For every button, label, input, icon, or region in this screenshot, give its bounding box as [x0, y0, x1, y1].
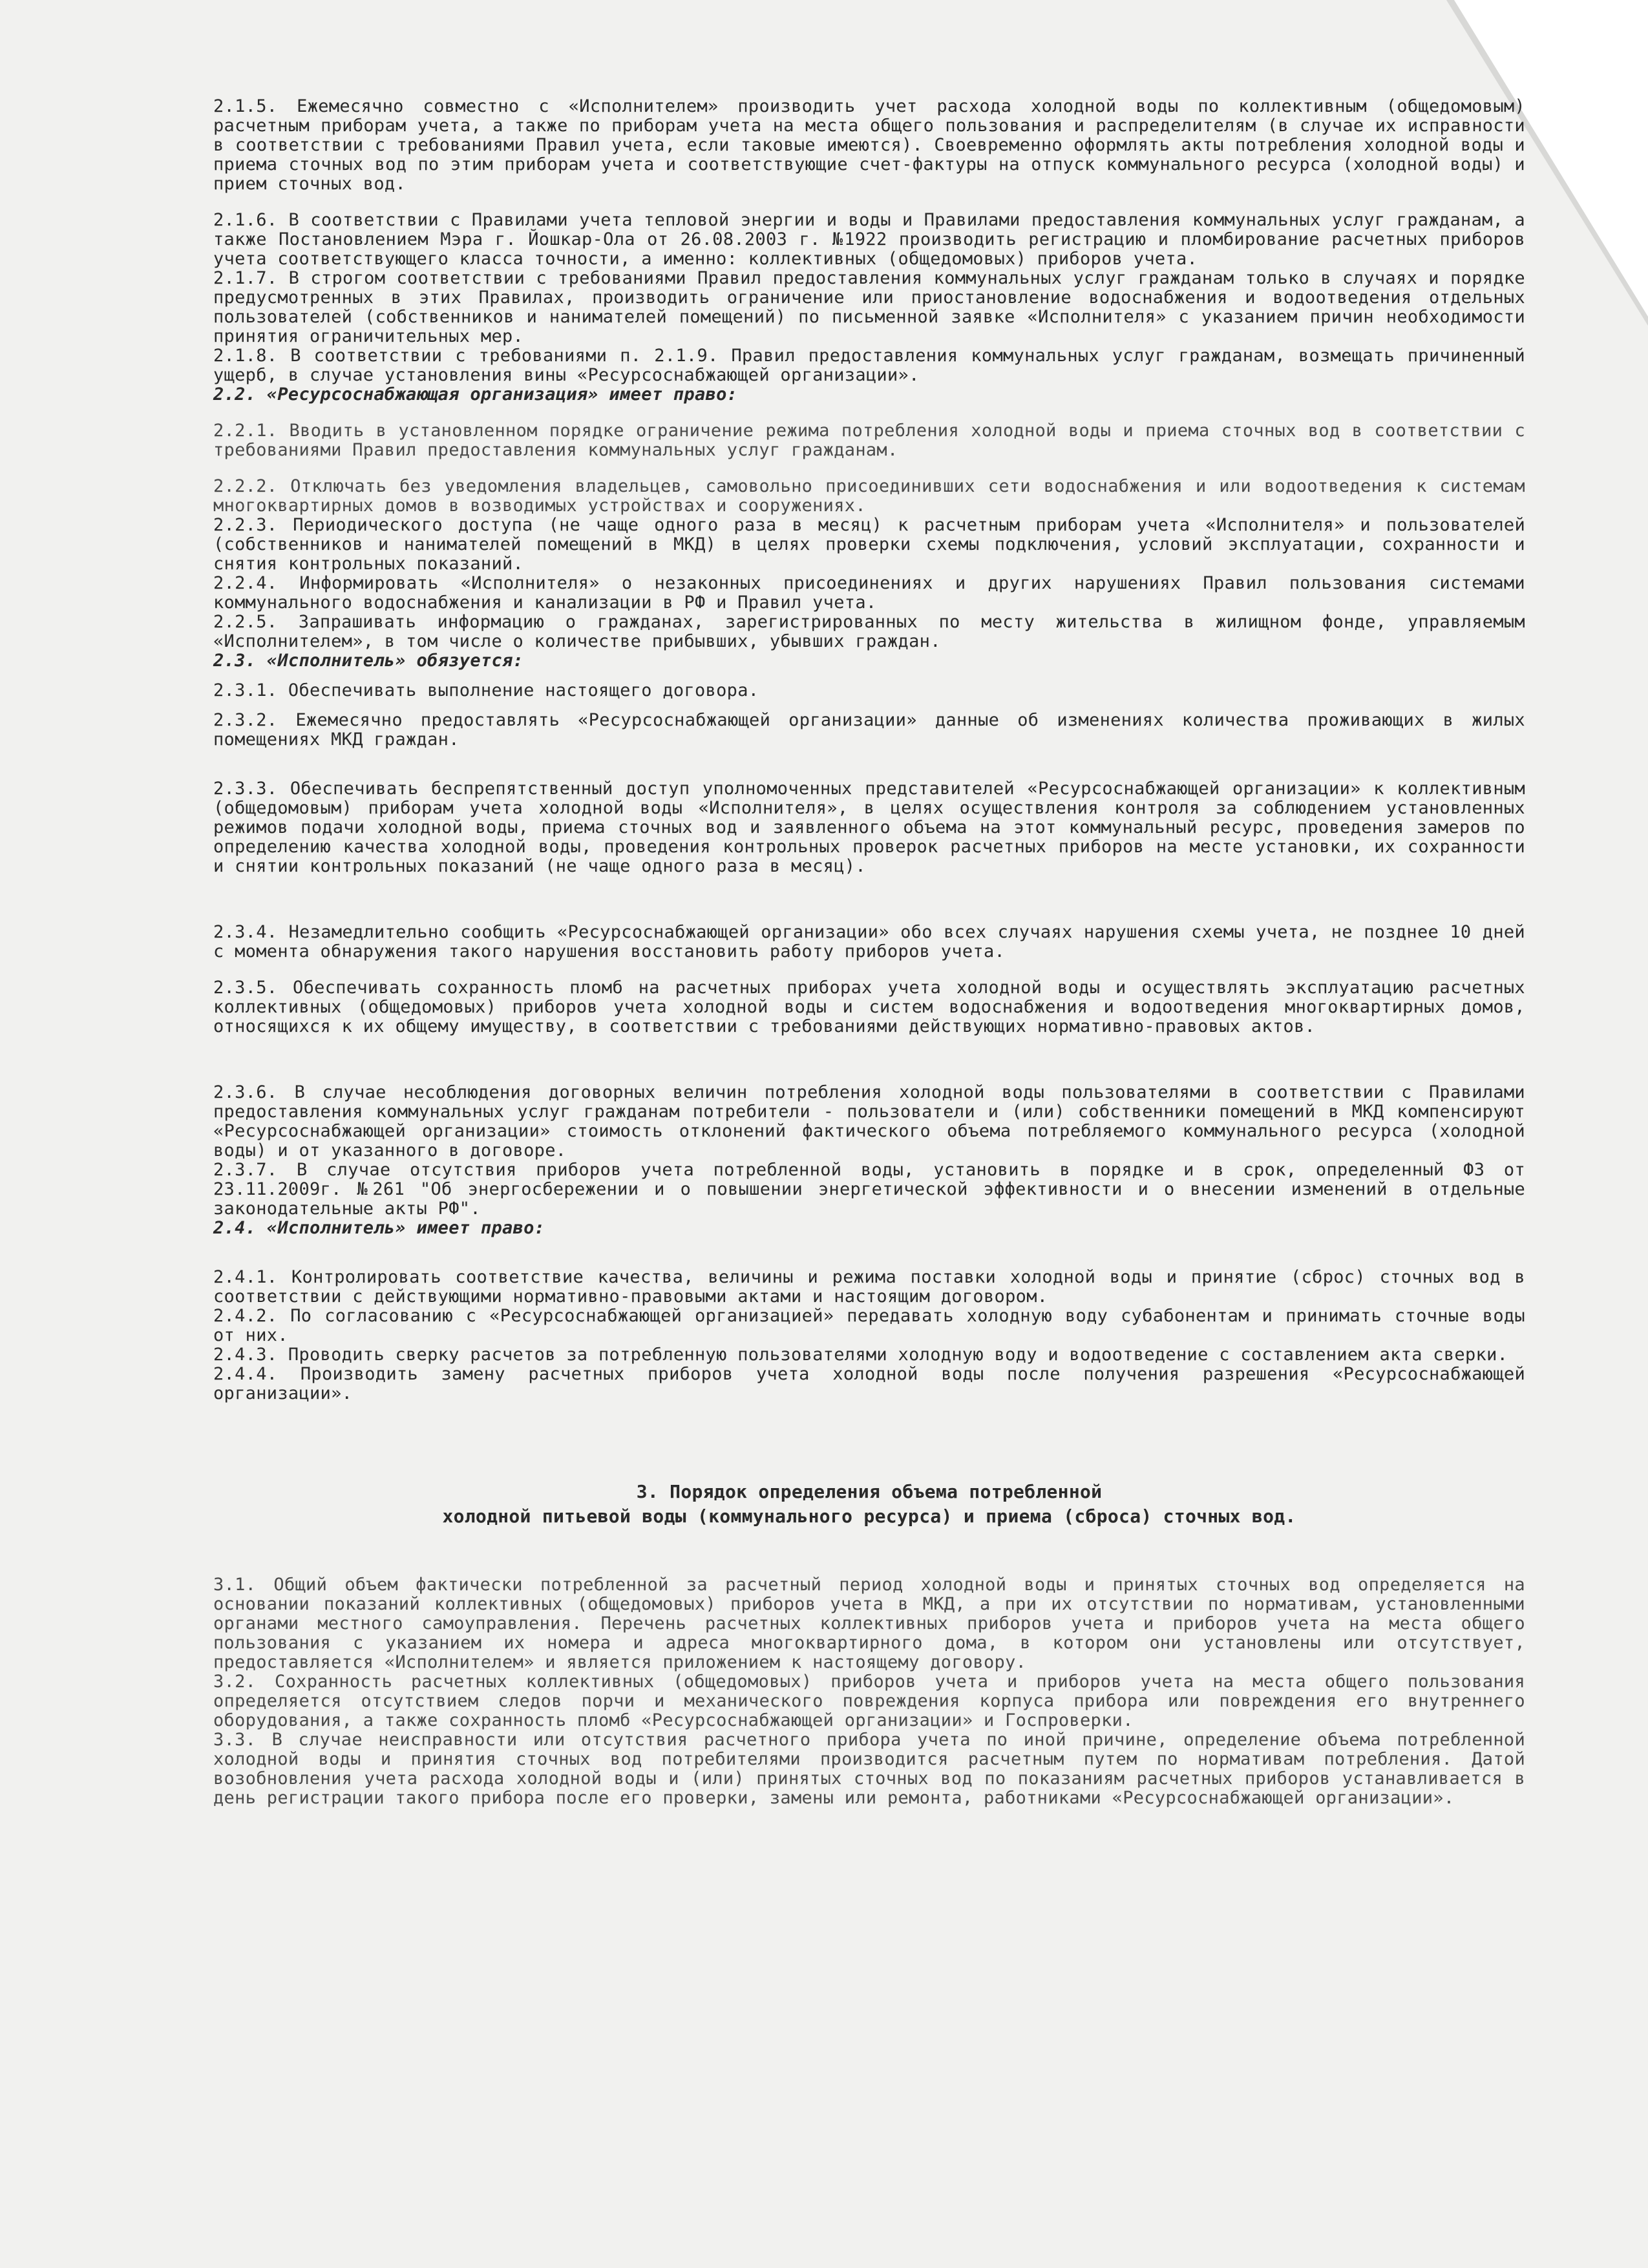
heading-2-2: 2.2. «Ресурсоснабжающая организация» имеет право: — [213, 384, 738, 404]
clause-2-4-3: 2.4.3. Проводить сверку расчетов за потребленную пользователями холодную воду и водоотведение с составлением акта сверки. — [213, 1345, 1508, 1365]
clause-2-3-4: 2.3.4. Незамедлительно сообщить «Ресурсоснабжающей организации» обо всех случаях нарушения схемы учета, не позднее 10 дней с момента обнаружения такого нарушения восстановить работу приборов учета. — [213, 922, 1525, 961]
clause-2-1-8: 2.1.8. В соответствии с требованиями п. 2.1.9. Правил предоставления коммунальных услуг гражданам, возмещать причиненный ущерб, в случае установления вины «Ресурсоснабжающей организации». — [213, 346, 1525, 385]
clause-3-1: 3.1. Общий объем фактически потребленной за расчетный период холодной воды и принятых сточных вод определяется на основании показаний коллективных (общедомовых) приборов учета в МКД, а при их отсутствии по нормативам, установленными органами местного самоуправления. Перечень расчетных коллективных приборов учета и приборов учета на места общего пользования с указанием их номера и адреса многоквартирного дома, в котором они установлены или отсутствует, предоставляется «Исполнителем» и является приложением к настоящему договору. — [213, 1575, 1525, 1672]
clause-2-4-4: 2.4.4. Производить замену расчетных приборов учета холодной воды после получения разрешения «Ресурсоснабжающей организации». — [213, 1364, 1525, 1403]
clause-2-4-2: 2.4.2. По согласованию с «Ресурсоснабжающей организацией» передавать холодную воду субабонентам и принимать сточные воды от них. — [213, 1306, 1525, 1345]
clause-2-2-4: 2.2.4. Информировать «Исполнителя» о незаконных присоединениях и других нарушениях Правил пользования системами коммунального водоснабжения и канализации в РФ и Правил учета. — [213, 573, 1525, 613]
section-3-title-line2: холодной питьевой воды (коммунального ресурса) и приема (сброса) сточных вод. — [442, 1506, 1296, 1527]
section-3-title-line1: 3. Порядок определения объема потребленной — [636, 1481, 1103, 1502]
clause-2-3-3: 2.3.3. Обеспечивать беспрепятственный доступ уполномоченных представителей «Ресурсоснабжающей организации» к коллективным (общедомовым) приборам учета холодной воды «Исполнителя», в целях осуществления контроля за соблюдением установленных режимов подачи холодной воды, приема сточных вод и заявленного объема на этот коммунальный ресурс, проведения замеров по определению качества холодной воды, проведения контрольных проверок расчетных приборов на месте установки, их сохранности и снятии контрольных показаний (не чаще одного раза в месяц). — [213, 779, 1525, 876]
clause-2-1-6: 2.1.6. В соответствии с Правилами учета тепловой энергии и воды и Правилами предоставления коммунальных услуг гражданам, а также Постановлением Мэра г. Йошкар-Ола от 26.08.2003 г. №1922 производить регистрацию и пломбирование расчетных приборов учета соответствующего класса точности, а именно: коллективных (общедомовых) приборов учета. — [213, 210, 1525, 269]
clause-2-2-5: 2.2.5. Запрашивать информацию о гражданах, зарегистрированных по месту жительства в жилищном фонде, управляемым «Исполнителем», в том числе о количестве прибывших, убывших граждан. — [213, 612, 1525, 651]
heading-2-4: 2.4. «Исполнитель» имеет право: — [213, 1218, 545, 1238]
clause-2-3-7: 2.3.7. В случае отсутствия приборов учета потребленной воды, установить в порядке и в срок, определенный ФЗ от 23.11.2009г. №261 "Об энергосбережении и о повышении энергетической эффективности и о внесении изменений в отдельные законодательные акты РФ". — [213, 1160, 1525, 1219]
clause-3-3: 3.3. В случае неисправности или отсутствия расчетного прибора учета по иной причине, определение объема потребленной холодной воды и принятия сточных вод потребителями производится расчетным путем по нормативам потребления. Датой возобновления учета расхода холодной воды и (или) принятых сточных вод по показаниям расчетных приборов устанавливается в день регистрации такого прибора после его проверки, замены или ремонта, работниками «Ресурсоснабжающей организации». — [213, 1730, 1525, 1808]
clause-2-4-1: 2.4.1. Контролировать соответствие качества, величины и режима поставки холодной воды и принятие (сброс) сточных вод в соответствии с действующими нормативно-правовыми актами и настоящим договором. — [213, 1267, 1525, 1307]
clause-3-2: 3.2. Сохранность расчетных коллективных (общедомовых) приборов учета и приборов учета на места общего пользования определяется отсутствием следов порчи и механического повреждения корпуса прибора или повреждения его внутреннего оборудования, а также сохранность пломб «Ресурсоснабжающей организации» и Госпроверки. — [213, 1672, 1525, 1730]
clause-2-1-5: 2.1.5. Ежемесячно совместно с «Исполнителем» производить учет расхода холодной воды по коллективным (общедомовым) расчетным приборам учета, а также по приборам учета на места общего пользования и распределителям (в случае их исправности в соответствии с требованиями Правил учета, если таковые имеются). Своевременно оформлять акты потребления холодной воды и приема сточных вод по этим приборам учета и соответствующие счет-фактуры на отпуск коммунального ресурса (холодной воды) и прием сточных вод. — [213, 96, 1525, 194]
heading-2-3: 2.3. «Исполнитель» обязуется: — [213, 651, 524, 671]
clause-2-3-1: 2.3.1. Обеспечивать выполнение настоящего договора. — [213, 680, 759, 700]
document-page — [213, 97, 1525, 1808]
clause-2-3-6: 2.3.6. В случае несоблюдения договорных величин потребления холодной воды пользователями в соответствии с Правилами предоставления коммунальных услуг гражданам потребители - пользователи и (или) собственники помещений в МКД компенсируют «Ресурсоснабжающей организации» стоимость отклонений фактического объема потребляемого коммунального ресурса (холодной воды) и от указанного в договоре. — [213, 1082, 1525, 1160]
clause-2-1-7: 2.1.7. В строгом соответствии с требованиями Правил предоставления коммунальных услуг гражданам только в случаях и порядке предусмотренных в этих Правилах, производить ограничение или приостановление водоснабжения и водоотведения отдельных пользователей (собственников и нанимателей помещений) по письменной заявке «Исполнителя» с указанием причин необходимости принятия ограничительных мер. — [213, 268, 1525, 346]
clause-2-2-3: 2.2.3. Периодического доступа (не чаще одного раза в месяц) к расчетным приборам учета «Исполнителя» и пользователей (собственников и нанимателей помещений в МКД) в целях проверки схемы подключения, условий эксплуатации, сохранности и снятия контрольных показаний. — [213, 515, 1525, 574]
clause-2-3-2: 2.3.2. Ежемесячно предоставлять «Ресурсоснабжающей организации» данные об изменениях количества проживающих в жилых помещениях МКД граждан. — [213, 710, 1525, 750]
clause-2-2-1: 2.2.1. Вводить в установленном порядке ограничение режима потребления холодной воды и приема сточных вод в соответствии с требованиями Правил предоставления коммунальных услуг гражданам. — [213, 421, 1525, 460]
clause-2-3-5: 2.3.5. Обеспечивать сохранность пломб на расчетных приборах учета холодной воды и осуществлять эксплуатацию расчетных коллективных (общедомовых) приборов учета холодной воды и систем водоснабжения и водоотведения многоквартирных домов, относящихся к их общему имуществу, в соответствии с требованиями действующих нормативно-правовых актов. — [213, 978, 1525, 1036]
clause-2-2-2: 2.2.2. Отключать без уведомления владельцев, самовольно присоединивших сети водоснабжения и или водоотведения к системам многоквартирных домов в возводимых устройствах и сооружениях. — [213, 476, 1525, 516]
